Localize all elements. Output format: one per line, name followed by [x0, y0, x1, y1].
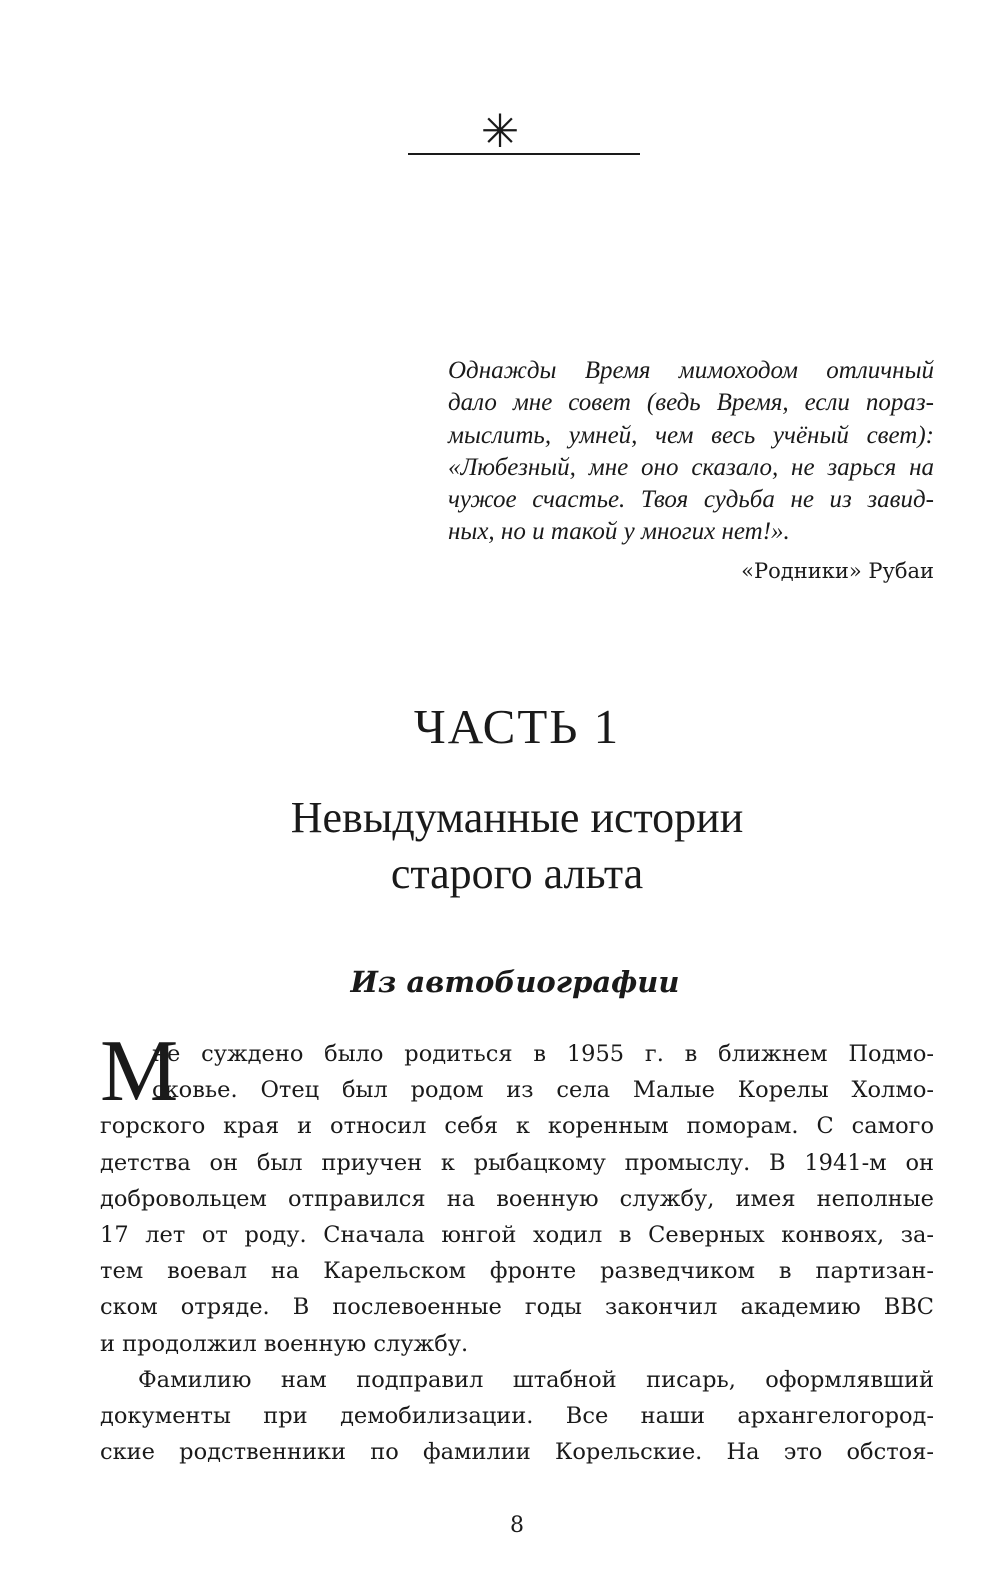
- epigraph-line: ных, но и такой у многих нет!».: [448, 518, 790, 546]
- text-line: 17 лет от роду. Сначала юнгой ходил в Северных конвоях, за-: [100, 1222, 934, 1249]
- text-line: и продолжил военную службу.: [100, 1330, 469, 1357]
- subtitle-line: старого альта: [390, 849, 644, 898]
- text-line: ском отряде. В послевоенные годы закончил академию ВВС: [100, 1294, 934, 1321]
- section-heading: Из автобиографии: [350, 965, 680, 999]
- subtitle-line: Невыдуманные истории: [290, 793, 744, 842]
- text-line: горского края и относил себя к коренным поморам. С самого: [100, 1113, 934, 1140]
- text-line: добровольцем отправился на военную службу, имея неполные: [100, 1185, 934, 1212]
- epigraph-line: чужое счастье. Твоя судьба не из завид-: [448, 486, 934, 514]
- epigraph-attribution: «Родники» Рубаи: [741, 559, 934, 583]
- epigraph-line: мыслить, умней, чем весь учёный свет):: [448, 421, 934, 449]
- epigraph: [448, 355, 934, 549]
- part-title: ЧАСТЬ 1: [413, 699, 621, 754]
- text-line: детства он был приучен к рыбацкому промыслу. В 1941-м он: [100, 1149, 934, 1176]
- ornament-star-icon: ✳: [480, 104, 520, 158]
- ornament-rule: [408, 153, 640, 155]
- epigraph-line: Однажды Время мимоходом отличный: [448, 357, 934, 384]
- text-line: документы при демобилизации. Все наши архангелогород-: [100, 1403, 934, 1430]
- paragraph-1: [100, 1023, 934, 1362]
- text-line: тем воевал на Карельском фронте разведчиком в партизан-: [100, 1258, 934, 1285]
- epigraph-line: дало мне совет (ведь Время, если пораз-: [448, 389, 934, 417]
- epigraph-line: «Любезный, мне оно сказало, не зарься на: [448, 453, 934, 481]
- text-line: сковье. Отец был родом из села Малые Корелы Холмо-: [152, 1077, 934, 1104]
- drop-cap: М: [100, 1023, 179, 1120]
- text-line: не суждено было родиться в 1955 г. в ближнем Подмо-: [152, 1041, 934, 1067]
- page-number: 8: [510, 1513, 524, 1538]
- text-line: Фамилию нам подправил штабной писарь, оформлявший: [138, 1367, 934, 1393]
- text-line: ские родственники по фамилии Корельские. На это обстоя-: [100, 1439, 934, 1466]
- part-subtitle: [0, 790, 1000, 902]
- paragraph-2: [100, 1362, 934, 1471]
